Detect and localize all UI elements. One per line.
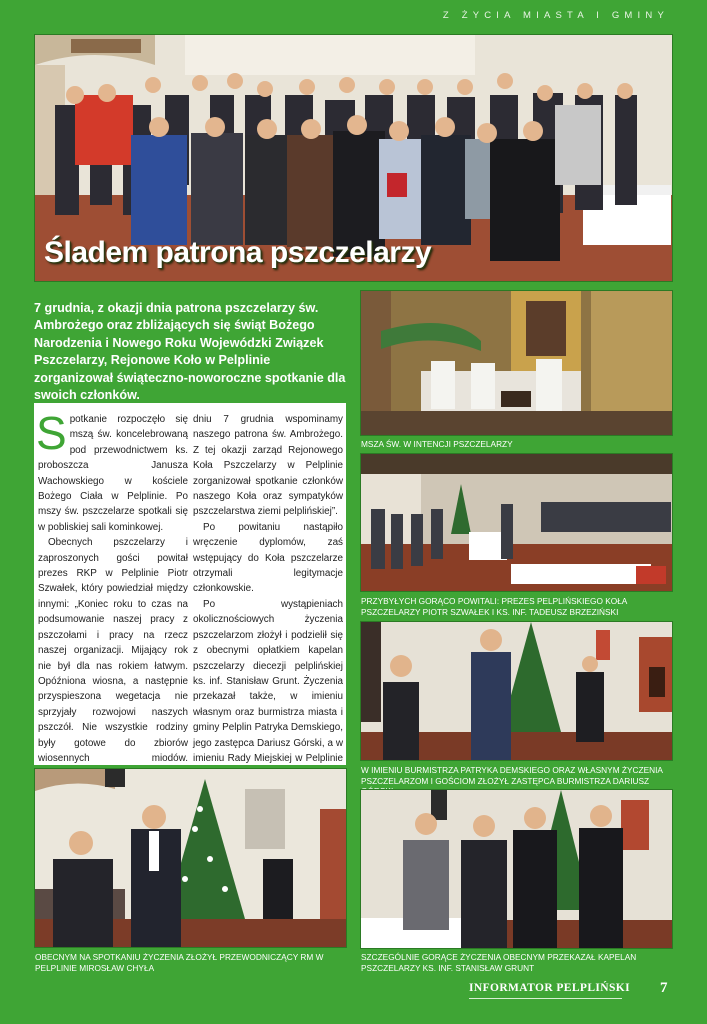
footer-rule [469,998,622,999]
caption-chaplain: SZCZEGÓLNIE GORĄCE ŻYCZENIA OBECNYM PRZEKAZAŁ KAPELAN PSZCZELARZY KS. INF. STANISŁAW GRUNT [361,952,637,973]
paragraph: Po powitaniu nastąpiło wręczenie dyplomów, zaś wstępujący do Koła pszczelarze otrzymali legitymacje członkowskie. [193,521,343,595]
page-number: 7 [660,980,668,996]
paragraph: potkanie rozpoczęło się mszą św. koncelebrowaną pod przewodnictwem ks. proboszcza Janusza Wachowskiego w kościele Bożego Ciała w Pelplinie. Po mszy św. pszczelarze spotkali się w pobliskiej sali kominkowej. [38,414,188,533]
article-lead: 7 grudnia, z okazji dnia patrona pszczelarzy św. Ambrożego oraz zbliżających się świąt Bożego Narodzenia i Nowego Roku Wojewódzki Związek Pszczelarzy, Rejonowe Koło w Pelplinie zorganizował świąteczno-noworoczne spotkanie dla swoich członków. [34,301,346,403]
section-header: Z ŻYCIA MIASTA I GMINY [442,10,669,21]
caption-council-chair: OBECNYM NA SPOTKANIU ŻYCZENIA ZŁOŻYŁ PRZEWODNICZĄCY RM W PELPLINIE MIROSŁAW CHYŁA [35,952,324,973]
caption-deputy-mayor: W IMIENIU BURMISTRZA PATRYKA DEMSKIEGO ORAZ WŁASNYM ŻYCZENIA PSZCZELARZOM I GOŚCIOM ZŁOŻYŁ ZASTĘPCA BURMISTRZA DARIUSZ [361,765,663,786]
article-body [34,403,346,765]
chaplain-photo [360,789,673,949]
hall-welcome-photo [360,453,673,592]
church-mass-photo [360,290,673,436]
caption-mass: MSZA ŚW. W INTENCJI PSZCZELARZY [361,439,513,449]
paragraph: dniu 7 grudnia wspominamy naszego patrona św. Ambrożego. Z tej okazji zarząd Rejonowego Koła Pszczelarzy w Pelplinie zorganizował spotkanie członków naszego Koła oraz sympatyków pszczelarstwa ziemi pelplińskiej”. [193,414,343,518]
deputy-mayor-photo [360,621,673,761]
paragraph: Po wystąpieniach okolicznościowych życzenia pszczelarzom złożył i podzielił się z obecnymi opłatkiem kapelan pszczelarzy diecezji pelplińskiej ks. inf. Stanisław Grunt. Życzenia przekazał także, w imieniu własnym oraz burmistrza miasta i gminy Pelplin Patryka Demskiego, jego zastępca Dariusz Górski, a w imieniu Rady Miejskiej w Pelplinie [193,598,343,764]
caption-welcome: PRZYBYŁYCH GORĄCO POWITALI: PREZES PELPLIŃSKIEGO KOŁA PSZCZELARZY PIOTR SZWAŁEK I KS. INF. TADEUSZ BRZEZIŃSKI [361,596,627,617]
magazine-name: INFORMATOR PELPLIŃSKI [469,982,631,994]
council-chair-photo [34,768,347,948]
drop-cap: S [36,407,67,459]
article-title: Śladem patrona pszczelarzy [44,236,432,269]
paragraph: Obecnych pszczelarzy i zaproszonych gości powitał prezes RKP w Pelplinie Piotr Szwałek, który powiedział między innymi: „Koniec roku to czas na podsumowanie naszej pracy z pszczołami i pracy na rzecz naszej organizacji. Mijający rok nie był dla nas rokiem łatwym. Opóźniona wiosna, a następnie przyspieszona wegetacja nie sprzyjały rozwojowi naszych pszczół. Nie wszystkie rodziny były gotowe do zbiorów wiosennych miodów. [38,537,188,764]
